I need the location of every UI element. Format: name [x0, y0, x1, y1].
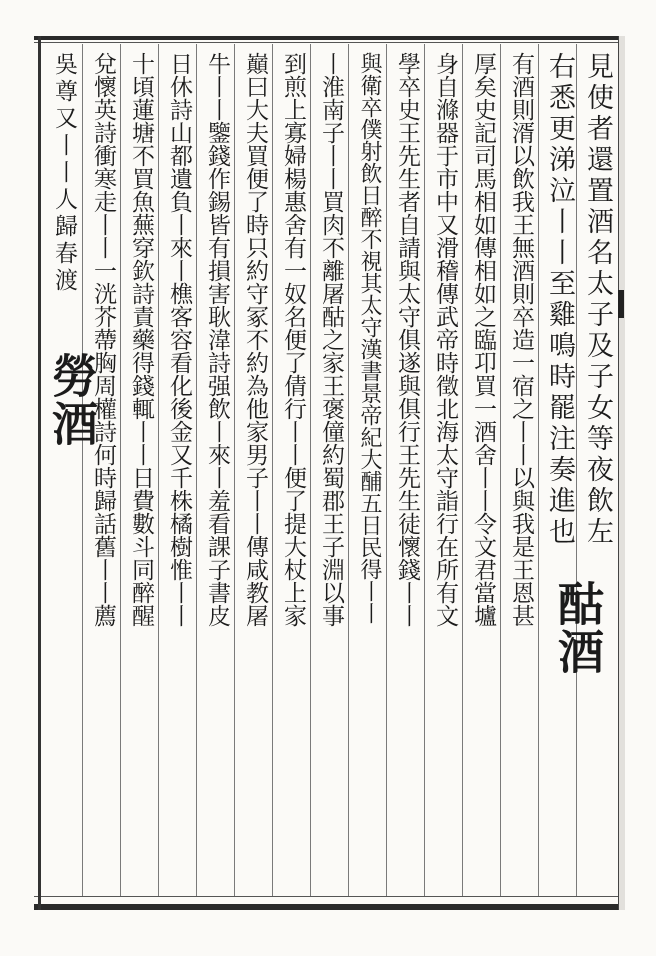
text-column: 學卒史王先生者自請與太守俱遂與俱行王先生徒懷錢丨丨	[394, 52, 420, 627]
top-border	[34, 36, 624, 40]
text-column: 厚矣史記司馬相如傳相如之臨卭買一酒舍丨丨令文君當壚	[470, 52, 496, 627]
text-column: 身自滌器于市中又滑稽傳武帝時徵北海太守詣行在所有文	[432, 52, 458, 627]
text-column: 巔曰大夫買便了時只約守冢不約為他家男子丨丨傳咸教屠	[242, 52, 268, 627]
text-column: 到煎上寡婦楊惠舍有一奴名便了倩行丨丨便了提大杖上家	[280, 52, 306, 627]
text-column: 日休詩山都遺負丨來丨樵客容看化後金又千株橘樹惟丨丨	[166, 52, 192, 627]
page-edge-mark	[618, 290, 624, 318]
text-column: 兌懷英詩衝寒走丨丨一洸芥蔕胸周權詩何時歸話舊丨丨薦	[90, 52, 116, 627]
text-column: 吳尊又丨丨人歸春渡	[51, 52, 77, 295]
bottom-border-inner	[34, 896, 624, 897]
left-border	[38, 36, 41, 910]
heading-gu	[551, 580, 612, 680]
heading-title: 酤酒	[551, 580, 605, 676]
text-column: 右悉更涕泣丨丨至雞鳴時罷注奏進也	[544, 52, 575, 548]
text-column: 丨淮南子丨丨買肉不離屠酤之家王褒僮約蜀郡王子淵以事	[318, 52, 344, 627]
text-column: 十頃蓮塘不買魚蕪穿欽詩責藥得錢輒丨丨日費數斗同醉醒	[128, 52, 154, 627]
heading-lao	[45, 352, 99, 452]
text-column: 見使者還置酒名太子及子女等夜飲左	[582, 52, 613, 548]
heading-gu-note	[614, 640, 615, 641]
text-column: 有酒則湑以飲我王無酒則卒造一宿之丨丨以與我是王恩甚	[508, 52, 534, 627]
top-border-inner	[34, 42, 624, 43]
text-column: 牛丨丨鑒錢作錫皆有損害耿湋詩强飲丨來丨羞看課子書皮	[204, 52, 230, 627]
heading-lao-note-b	[0, 0, 1, 1]
heading-title: 勞酒	[45, 352, 99, 448]
text-column: 與衛卒僕射飲日醉不視其太守漢書景帝紀大酺五日民得丨丨	[357, 52, 382, 624]
bottom-border	[34, 904, 624, 910]
last-column	[46, 52, 47, 53]
page-edge-tab	[618, 36, 625, 910]
